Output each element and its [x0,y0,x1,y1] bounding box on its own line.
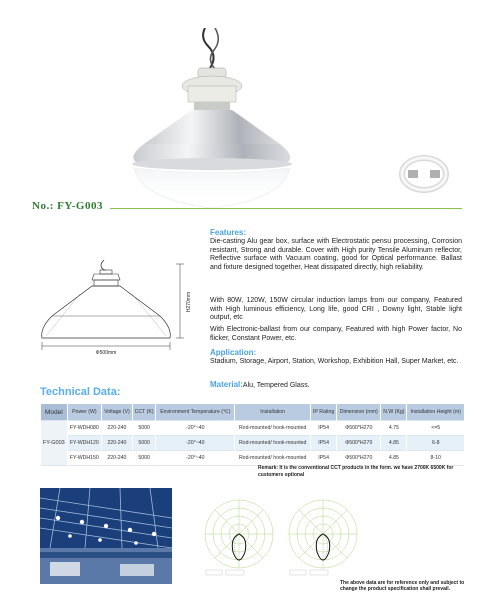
table-header: CCT (K) [132,404,156,421]
table-row [41,436,465,451]
remark-note: Remark: It is the conventional CCT products in the form. we have 2700K 6500K for customers optional [258,465,454,478]
table-header: N.W (Kg) [381,404,407,421]
table-cell: -20°~40 [156,451,235,466]
table-cell: IP54 [311,421,337,436]
application-text: Stadium, Storage, Airport, Station, Workshop, Exhibition Hall, Super Market, etc. [210,358,459,365]
table-cell: 5000 [132,451,156,466]
model-cell: FY-G003 [41,421,68,466]
width-dimension-label: Φ500mm [95,350,117,356]
technical-data-heading: Technical Data: [40,386,121,398]
table-cell: FY-WDH080 [67,421,101,436]
table-cell: FY-WDH150 [67,451,101,466]
divider-line [110,208,462,209]
features-heading: Features: [210,228,247,237]
features-paragraph: Die-casting Alu gear box, surface with Electrostatic pensu processing, Corrosion resistant, Strong and durable. Cover with High purity Tensile Aluminum reflector, Reflective surface with Vacuum coating, good for Optical performance. Ballast and fixture designed together, Heat dissipated directly, high reliability. [210,238,462,271]
model-number: No.: FY-G003 [32,200,103,212]
table-row [41,421,465,436]
table-header: Installation [235,404,311,421]
warehouse-installation-photo [40,488,172,584]
table-header: Dimension (mm) [337,404,381,421]
table-cell: 220-240 [102,436,133,451]
table-cell: 4.75 [381,421,407,436]
spec-table [40,404,464,466]
table-header: Environment Temperature (℃) [156,404,235,421]
table-cell: Φ500*H270 [337,451,381,466]
high-bay-lamp-photo [110,28,370,213]
disclaimer-note: The above data are for reference only and subject to change the product specification shall prevail. [340,580,465,593]
table-cell: Rod-mounted/ hook-mounted [235,451,311,466]
table-cell: 5000 [132,421,156,436]
light-distribution-curve [200,494,278,580]
table-cell: 4.85 [381,451,407,466]
table-header: Model [41,404,68,421]
table-row [41,451,465,466]
features-paragraph: With Electronic-ballast from our company, Featured with high Power factor, No flicker, Constant Power, etc. [210,326,462,342]
application-heading: Application: [210,348,257,357]
material-text: Alu, Tempered Glass. [242,382,310,389]
material-label: Material: [210,380,243,389]
table-cell: <=5 [407,421,464,436]
table-cell: FY-WDH120 [67,436,101,451]
table-cell: Rod-mounted/ hook-mounted [235,436,311,451]
table-cell: Rod-mounted/ hook-mounted [235,421,311,436]
height-dimension-label: H270mm [186,291,192,313]
table-cell: IP54 [311,451,337,466]
table-cell: Φ500*H270 [337,421,381,436]
table-cell: 5000 [132,436,156,451]
table-cell: Φ500*H270 [337,436,381,451]
table-header: Voltage (V) [102,404,133,421]
table-cell: 8-10 [407,451,464,466]
induction-ring-lamp-photo [396,152,452,196]
table-cell: 6-8 [407,436,464,451]
table-header: IP Rating [311,404,337,421]
table-header: Installation Height (m) [407,404,464,421]
table-cell: 4.85 [381,436,407,451]
table-cell: 220-240 [102,451,133,466]
table-cell: 220-240 [102,421,133,436]
table-cell: -20°~40 [156,436,235,451]
table-cell: -20°~40 [156,421,235,436]
features-paragraph: With 80W, 120W, 150W circular induction lamps from our company, Featured with High luminous efficiency, Long life, good CRI , Downy light, Stable light output, etc [210,297,462,322]
table-header: Power (W) [67,404,101,421]
table-cell: IP54 [311,436,337,451]
light-distribution-curve [284,494,362,580]
dimension-drawing [40,258,200,358]
table-header-row [41,404,465,421]
material-line [210,380,310,389]
